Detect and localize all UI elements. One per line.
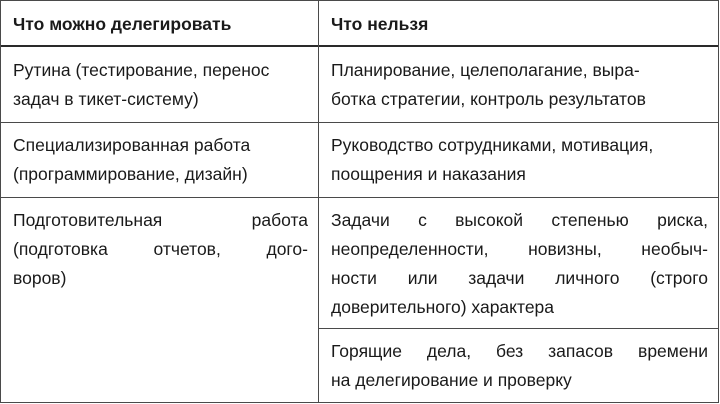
header-cannot-delegate: Что нельзя: [331, 14, 429, 34]
header-divider: [0, 45, 719, 47]
row-4-cannot-delegate: Горящие дела, без запасов времени на делегирование и проверку: [331, 341, 708, 390]
row-2-can-delegate: Специализированная работа (программирование, дизайн): [13, 135, 251, 184]
table-border-top: [0, 0, 719, 1]
row-divider-3: [319, 328, 719, 329]
row-1-can-delegate: Рутина (тестирование, перенос задач в тикет-систему): [13, 60, 270, 109]
row-3-cannot-delegate: Задачи с высокой степенью риска, неопределенности, новизны, необыч- ности или задачи личного (строго доверительного) характера: [331, 210, 708, 317]
header-can-delegate: Что можно делегировать: [13, 14, 232, 34]
row-divider-2: [0, 197, 719, 198]
row-3-can-delegate: Подготовительная работа (подготовка отчетов, дого- воров): [13, 210, 308, 288]
row-2-cannot-delegate: Руководство сотрудниками, мотивация, поощрения и наказания: [331, 135, 654, 184]
table-border-bottom: [0, 402, 719, 403]
row-1-cannot-delegate: Планирование, целеполагание, выра- ботка стратегии, контроль результатов: [331, 60, 646, 109]
row-divider-1: [0, 122, 719, 123]
table-border-right: [718, 0, 719, 403]
